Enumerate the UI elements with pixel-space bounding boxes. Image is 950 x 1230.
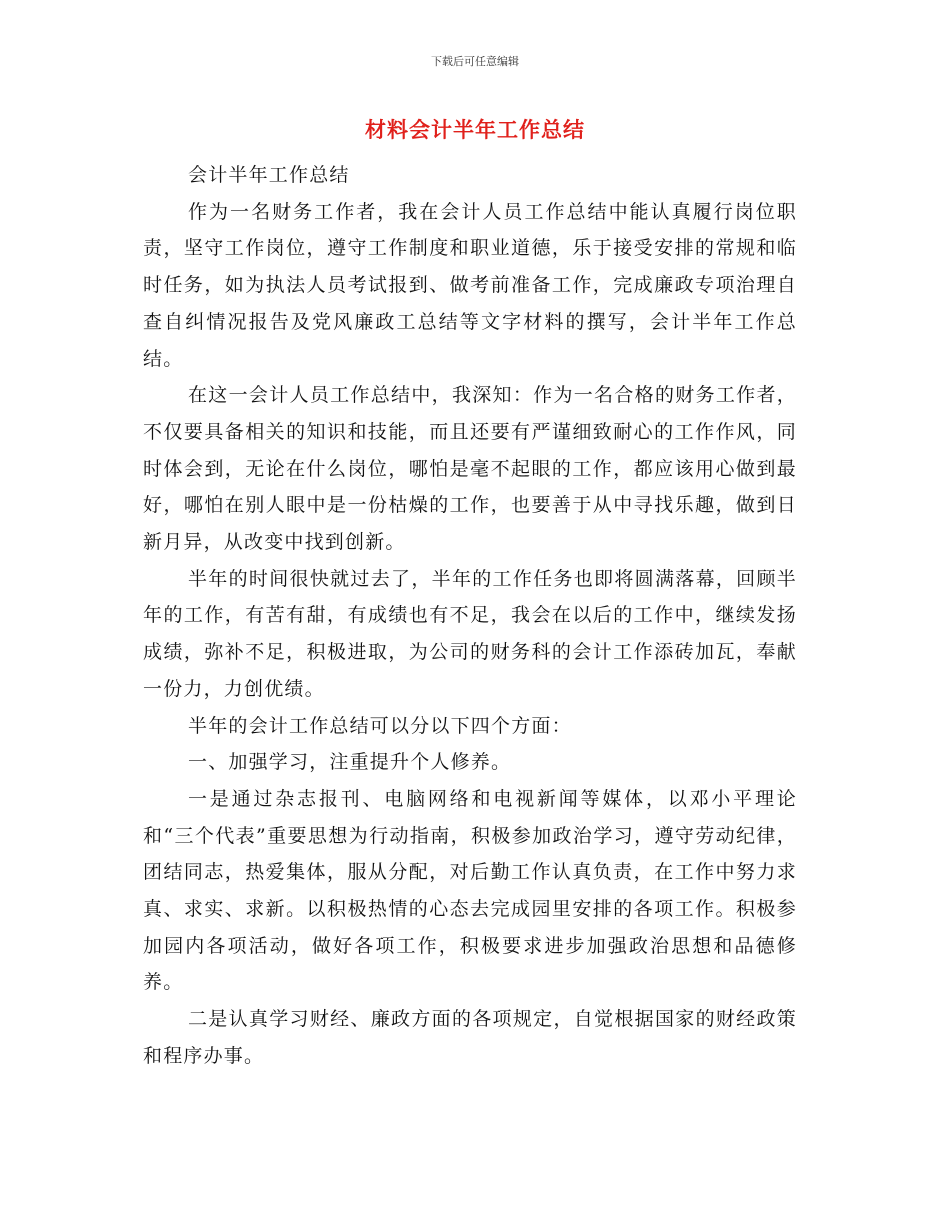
document-title: 材料会计半年工作总结 xyxy=(365,118,585,142)
paragraph: 一是通过杂志报刊、电脑网络和电视新闻等媒体，以邓小平理论和“三个代表”重要思想为行动指南，积极参加政治学习，遵守劳动纪律，团结同志，热爱集体，服从分配，对后勤工作认真负责，在工作中努力求真、求实、求新。以积极热情的心态去完成园里安排的各项工作。积极参加园内各项活动，做好各项工作，积极要求进步加强政治思想和品德修养。 xyxy=(143,787,797,994)
section-heading: 一、加强学习，注重提升个人修养。 xyxy=(188,751,512,774)
paragraph: 在这一会计人员工作总结中，我深知：作为一名合格的财务工作者，不仅要具备相关的知识和技能，而且还要有严谨细致耐心的工作作风，同时体会到，无论在什么岗位，哪怕是毫不起眼的工作，都应该用心做到最好，哪怕在别人眼中是一份枯燥的工作，也要善于从中寻找乐趣，做到日新月异，从改变中找到创新。 xyxy=(143,384,797,554)
paragraph: 作为一名财务工作者，我在会计人员工作总结中能认真履行岗位职责，坚守工作岗位，遵守工作制度和职业道德，乐于接受安排的常规和临时任务，如为执法人员考试报到、做考前准备工作，完成廉政专项治理自查自纠情况报告及党风廉政工总结等文字材料的撰写，会计半年工作总结。 xyxy=(143,200,797,370)
paragraph: 半年的时间很快就过去了，半年的工作任务也即将圆满落幕，回顾半年的工作，有苦有甜，有成绩也有不足，我会在以后的工作中，继续发扬成绩，弥补不足，积极进取，为公司的财务科的会计工作添砖加瓦，奉献一份力，力创优绩。 xyxy=(143,567,797,700)
document-body xyxy=(143,157,797,1075)
paragraph: 半年的会计工作总结可以分以下四个方面： xyxy=(188,714,572,737)
paragraph: 二是认真学习财经、廉政方面的各项规定，自觉根据国家的财经政策和程序办事。 xyxy=(143,1008,797,1067)
header-note: 下载后可任意编辑 xyxy=(431,55,519,68)
paragraph-subtitle: 会计半年工作总结 xyxy=(188,164,350,186)
